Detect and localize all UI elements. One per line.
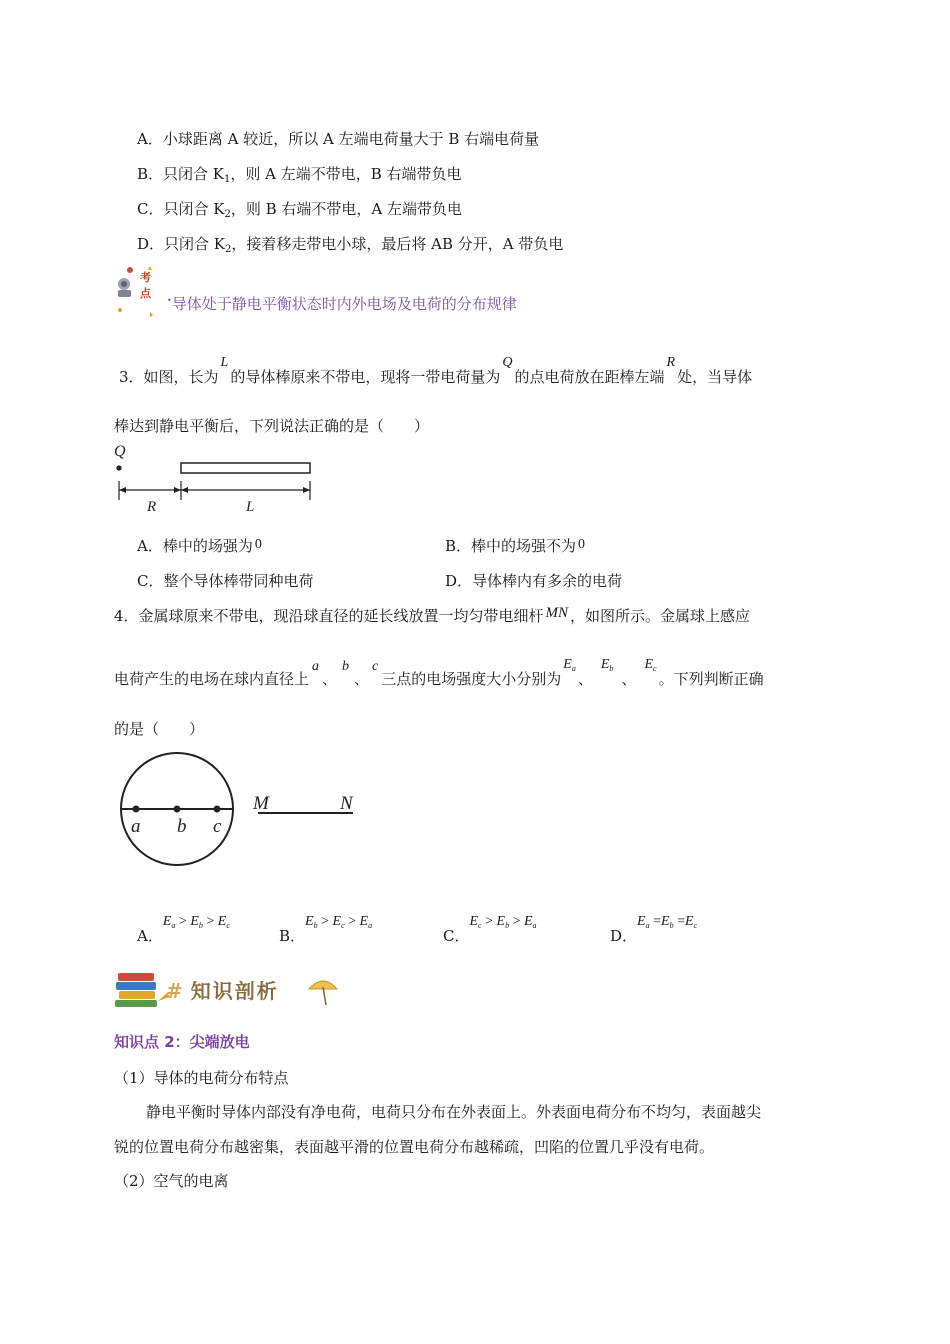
q4-line2-b: 三点的电场强度大小分别为 [381, 670, 562, 688]
q2-option-c-post: ，则 B 右端不带电，A 左端带负电 [230, 200, 462, 218]
q3-option-a-label: A．棒中的场强为 [137, 537, 253, 555]
q4-var-mn: MN [545, 605, 569, 621]
q2-option-b-sub: 1 [224, 174, 231, 185]
q4-fig-label-m: M [253, 793, 269, 814]
q4-option-d: D．$E_a =E_b =E_c$ [610, 914, 698, 945]
q4-sep2: 、 [354, 670, 370, 688]
q3-option-c: C．整个导体棒带同种电荷 [137, 572, 314, 590]
kp2-subtitle-2: （2）空气的电离 [114, 1172, 229, 1190]
q3-line1-d: 处，当导体 [677, 368, 753, 386]
q4-line2 [114, 654, 764, 694]
q4-option-c: C．$E_c > E_b > E_a$ [443, 914, 537, 945]
kaodian-badge [114, 262, 160, 318]
q2-option-d-sub: 2 [225, 244, 232, 255]
q4-fig-label-n: N [340, 793, 353, 814]
q4-option-b: B．$E_b > E_c > E_a$ [279, 914, 373, 945]
kp2-subtitle-1: （1）导体的电荷分布特点 [114, 1069, 289, 1087]
q4-option-b-label: B． [279, 927, 306, 945]
q4-sep3: 、 [577, 670, 593, 688]
kp2-title: 知识点 2：尖端放电 [114, 1033, 250, 1051]
q3-option-d: D．导体棒内有多余的电荷 [445, 572, 623, 590]
kaodian-text: •导体处于静电平衡状态时内外电场及电荷的分布规律 [167, 295, 517, 313]
q4-fig-label-a: a [131, 816, 141, 837]
q4-var-eb: $E_b$ [600, 657, 614, 673]
q2-option-c-sub: 2 [224, 209, 231, 220]
q3-option-a [137, 535, 262, 556]
q4-figure [112, 748, 367, 873]
books-icon [114, 967, 174, 1009]
q4-fig-label-b: b [177, 816, 187, 837]
point-charge-dot [116, 465, 121, 470]
q4-line1-a: 4．金属球原来不带电，现沿球直径的延长线放置一均匀带电细杆 [114, 607, 544, 625]
q3-line1-c: 的点电荷放在距棒左端 [514, 368, 665, 386]
q4-option-a-label: A． [137, 927, 163, 945]
kaodian-char-2: 点 [140, 287, 151, 300]
q3-fig-label-r: R [147, 499, 157, 515]
q3-option-b [445, 535, 585, 556]
q4-line2-a: 电荷产生的电场在球内直径上 [114, 670, 310, 688]
q4-option-d-label: D． [610, 927, 638, 945]
q4-option-a: A．$E_a > E_b > E_c$ [137, 914, 230, 945]
kaodian-icon [114, 262, 160, 318]
q2-option-c [137, 198, 462, 220]
q2-option-b-post: ，则 A 左端不带电，B 右端带负电 [230, 165, 462, 183]
q2-option-b-pre: B．只闭合 K [137, 165, 224, 183]
q4-var-ea: $E_a$ [563, 657, 576, 673]
q2-option-c-pre: C．只闭合 K [137, 200, 225, 218]
q2-option-d-pre: D．只闭合 K [137, 235, 226, 253]
q4-var-a: a [312, 659, 320, 674]
kp2-paragraph-line-2: 锐的位置电荷分布越密集，表面越平滑的位置电荷分布越稀疏，凹陷的位置几乎没有电荷。 [114, 1138, 715, 1156]
q3-line1 [119, 352, 752, 392]
knowledge-banner [114, 967, 344, 1009]
q2-option-d-post: ，接着移走带电小球，最后将 AB 分开，A 带负电 [231, 235, 564, 253]
point-a [133, 806, 140, 813]
q4-var-ec: $E_c$ [644, 657, 657, 673]
q3-fig-label-l: L [246, 499, 255, 515]
q3-line1-a: 3．如图，长为 [119, 368, 219, 386]
q4-var-b: b [342, 659, 350, 674]
q3-option-b-val: 0 [578, 537, 586, 552]
q2-option-d [137, 233, 563, 255]
q2-option-a: A．小球距离 A 较近，所以 A 左端电荷量大于 B 右端电荷量 [137, 130, 540, 148]
banner-title-text: 知识剖析 [190, 979, 279, 1003]
q4-fig-label-c: c [213, 816, 222, 837]
q4-line1 [114, 605, 750, 626]
kaodian-char-1: 考 [140, 271, 151, 284]
point-b [174, 806, 181, 813]
q4-var-c: c [372, 659, 379, 674]
q3-line2: 棒达到静电平衡后，下列说法正确的是（ ） [114, 417, 430, 435]
banner-title: # 知识剖析 [166, 979, 279, 1003]
kp2-paragraph-line-1: 静电平衡时导体内部没有净电荷，电荷只分布在外表面上。外表面电荷分布不均匀，表面越尖 [146, 1103, 762, 1121]
q2-option-b [137, 163, 462, 185]
q3-var-r: R [666, 355, 676, 370]
q3-option-b-label: B．棒中的场强不为 [445, 537, 577, 555]
point-c [214, 806, 221, 813]
q3-figure [110, 442, 325, 517]
q4-option-c-label: C． [443, 927, 470, 945]
q3-fig-label-q: Q [114, 443, 126, 460]
q3-option-a-val: 0 [254, 537, 262, 552]
q4-line3: 的是（ ） [114, 720, 205, 738]
q3-var-q: Q [502, 355, 513, 370]
q3-var-l: L [220, 355, 229, 370]
conductor-rod [181, 463, 310, 473]
umbrella-icon [306, 973, 340, 1007]
kaodian-text-label: 导体处于静电平衡状态时内外电场及电荷的分布规律 [171, 295, 517, 313]
q4-sep4: 、 [621, 670, 637, 688]
q3-line1-b: 的导体棒原来不带电，现将一带电荷量为 [230, 368, 501, 386]
q4-line2-c: 。下列判断正确 [658, 670, 764, 688]
q4-line1-b: ，如图所示。金属球上感应 [570, 607, 751, 625]
q4-sep1: 、 [322, 670, 338, 688]
